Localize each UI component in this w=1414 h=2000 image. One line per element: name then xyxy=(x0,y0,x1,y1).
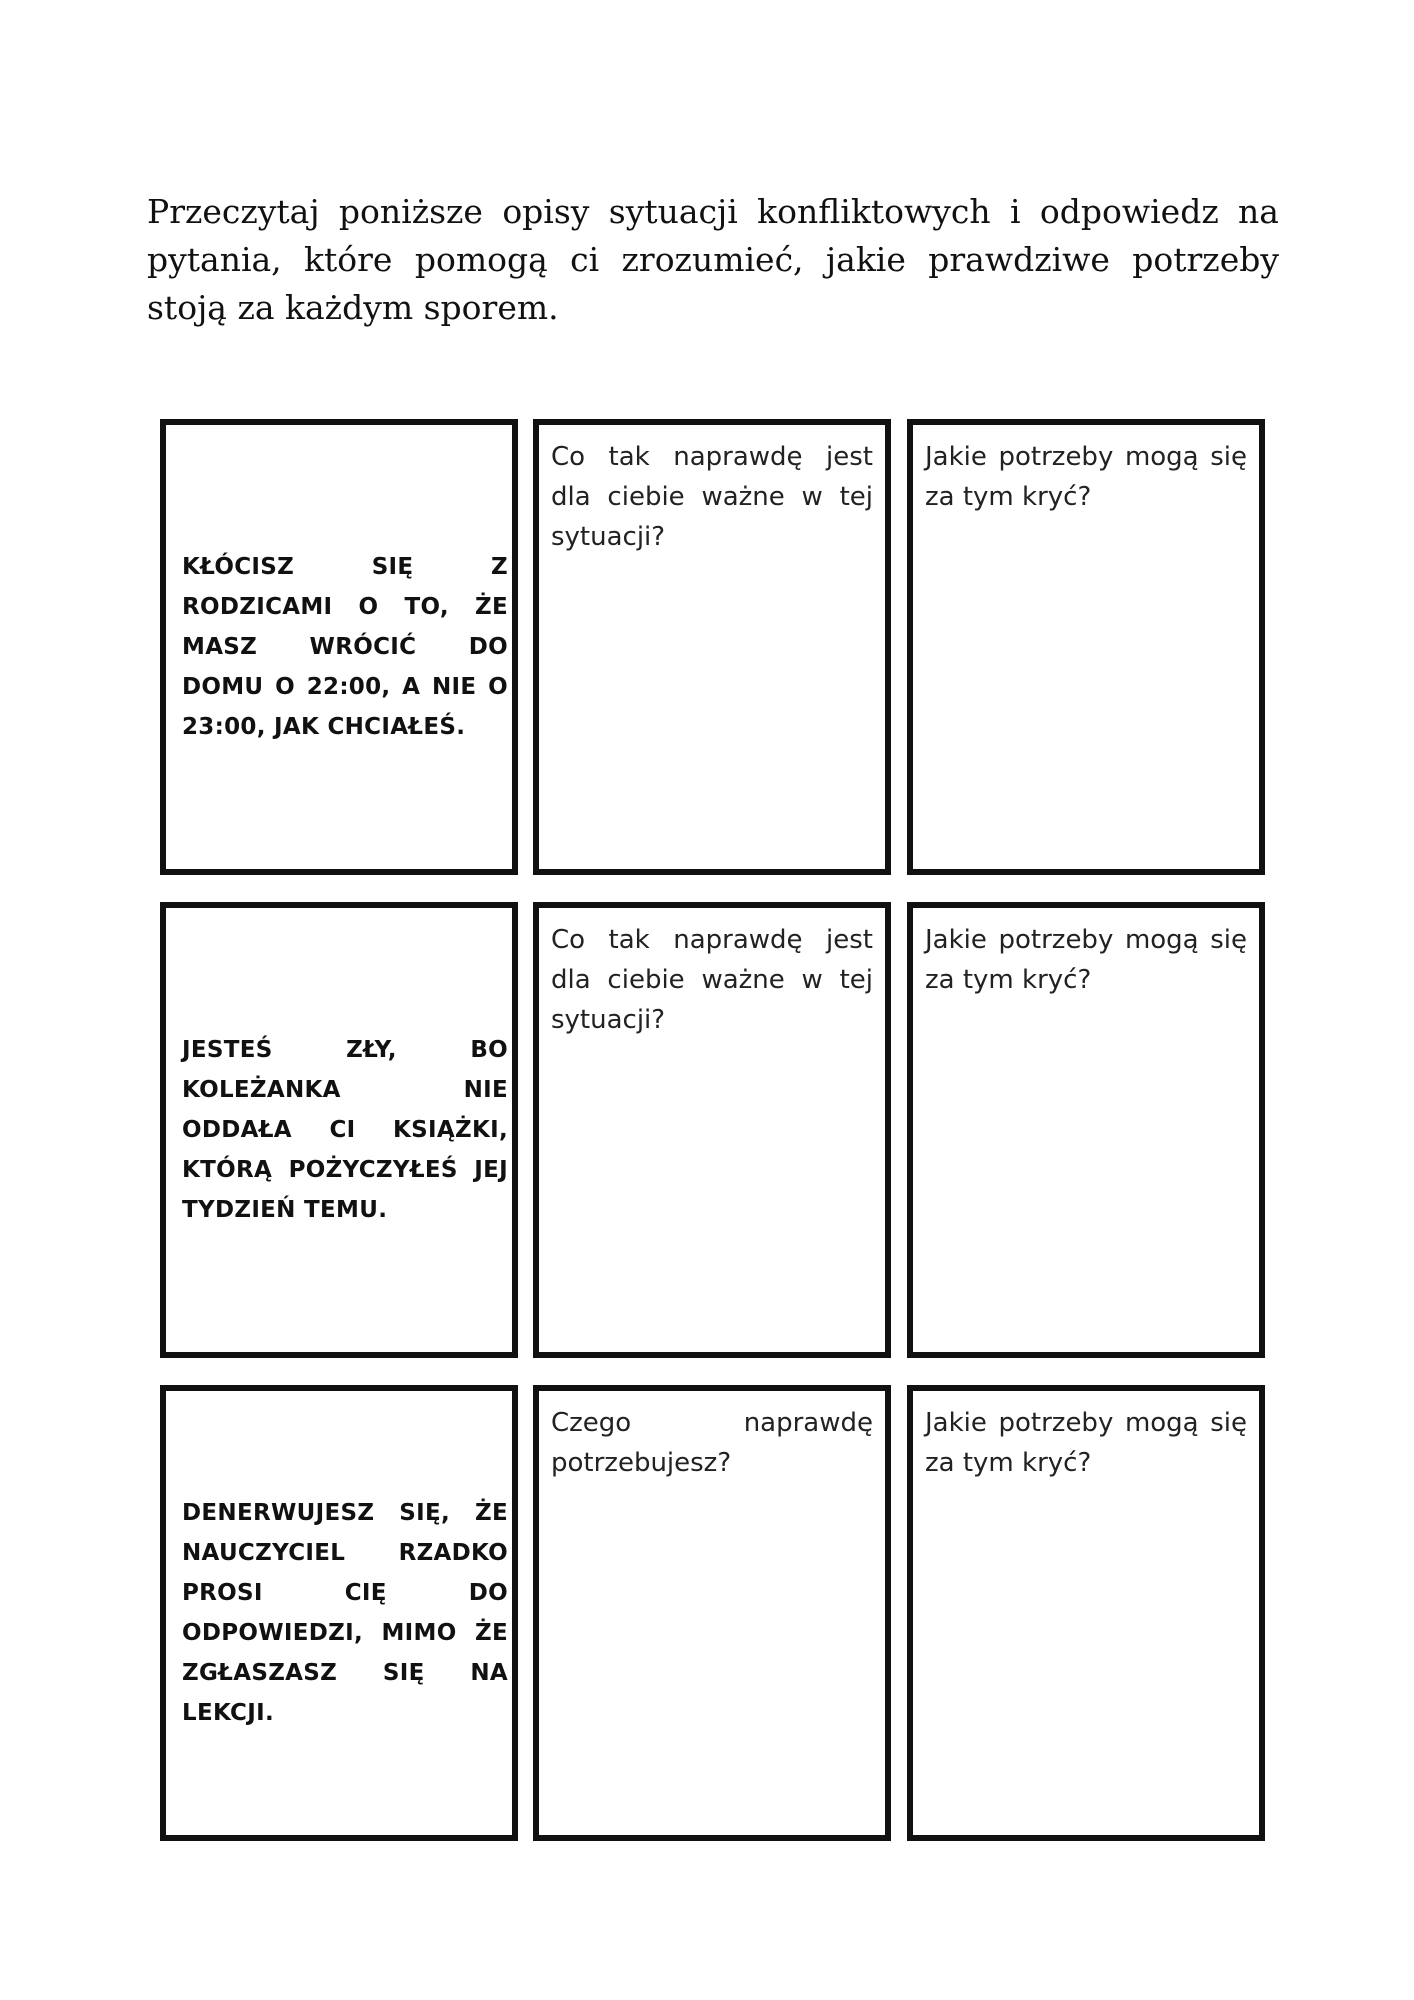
answer-box-needs-3[interactable] xyxy=(907,1385,1265,1841)
situation-text: DENERWUJESZ SIĘ, ŻE NAUCZYCIEL RZADKO PROSI CIĘ DO ODPOWIEDZI, MIMO ŻE ZGŁASZASZ SIĘ NA LEKCJI. xyxy=(182,1500,508,1726)
question-prompt: Jakie potrzeby mogą się za tym kryć? xyxy=(925,925,1247,995)
question-prompt: Co tak naprawdę jest dla ciebie ważne w tej sytuacji? xyxy=(551,925,873,1035)
instructions-text: Przeczytaj poniższe opisy sytuacji konfliktowych i odpowiedz na pytania, które pomogą ci zrozumieć, jakie prawdziwe potrzeby stoją za każdym sporem. xyxy=(147,192,1279,327)
answer-box-needs-1[interactable] xyxy=(907,419,1265,875)
situation-card-1 xyxy=(160,419,518,875)
answer-box-important-1[interactable] xyxy=(533,419,891,875)
answer-box-important-2[interactable] xyxy=(533,902,891,1358)
question-prompt: Co tak naprawdę jest dla ciebie ważne w tej sytuacji? xyxy=(551,442,873,552)
situation-card-3 xyxy=(160,1385,518,1841)
situation-card-2 xyxy=(160,902,518,1358)
question-prompt: Jakie potrzeby mogą się za tym kryć? xyxy=(925,1408,1247,1478)
question-prompt: Jakie potrzeby mogą się za tym kryć? xyxy=(925,442,1247,512)
answer-box-need-3[interactable] xyxy=(533,1385,891,1841)
question-prompt: Czego naprawdę potrzebujesz? xyxy=(551,1408,873,1478)
answer-box-needs-2[interactable] xyxy=(907,902,1265,1358)
situation-text: JESTEŚ ZŁY, BO KOLEŻANKA NIE ODDAŁA CI KSIĄŻKI, KTÓRĄ POŻYCZYŁEŚ JEJ TYDZIEŃ TEMU. xyxy=(182,1037,508,1223)
situation-text: KŁÓCISZ SIĘ Z RODZICAMI O TO, ŻE MASZ WRÓCIĆ DO DOMU O 22:00, A NIE O 23:00, JAK CHCIAŁEŚ. xyxy=(182,554,508,740)
